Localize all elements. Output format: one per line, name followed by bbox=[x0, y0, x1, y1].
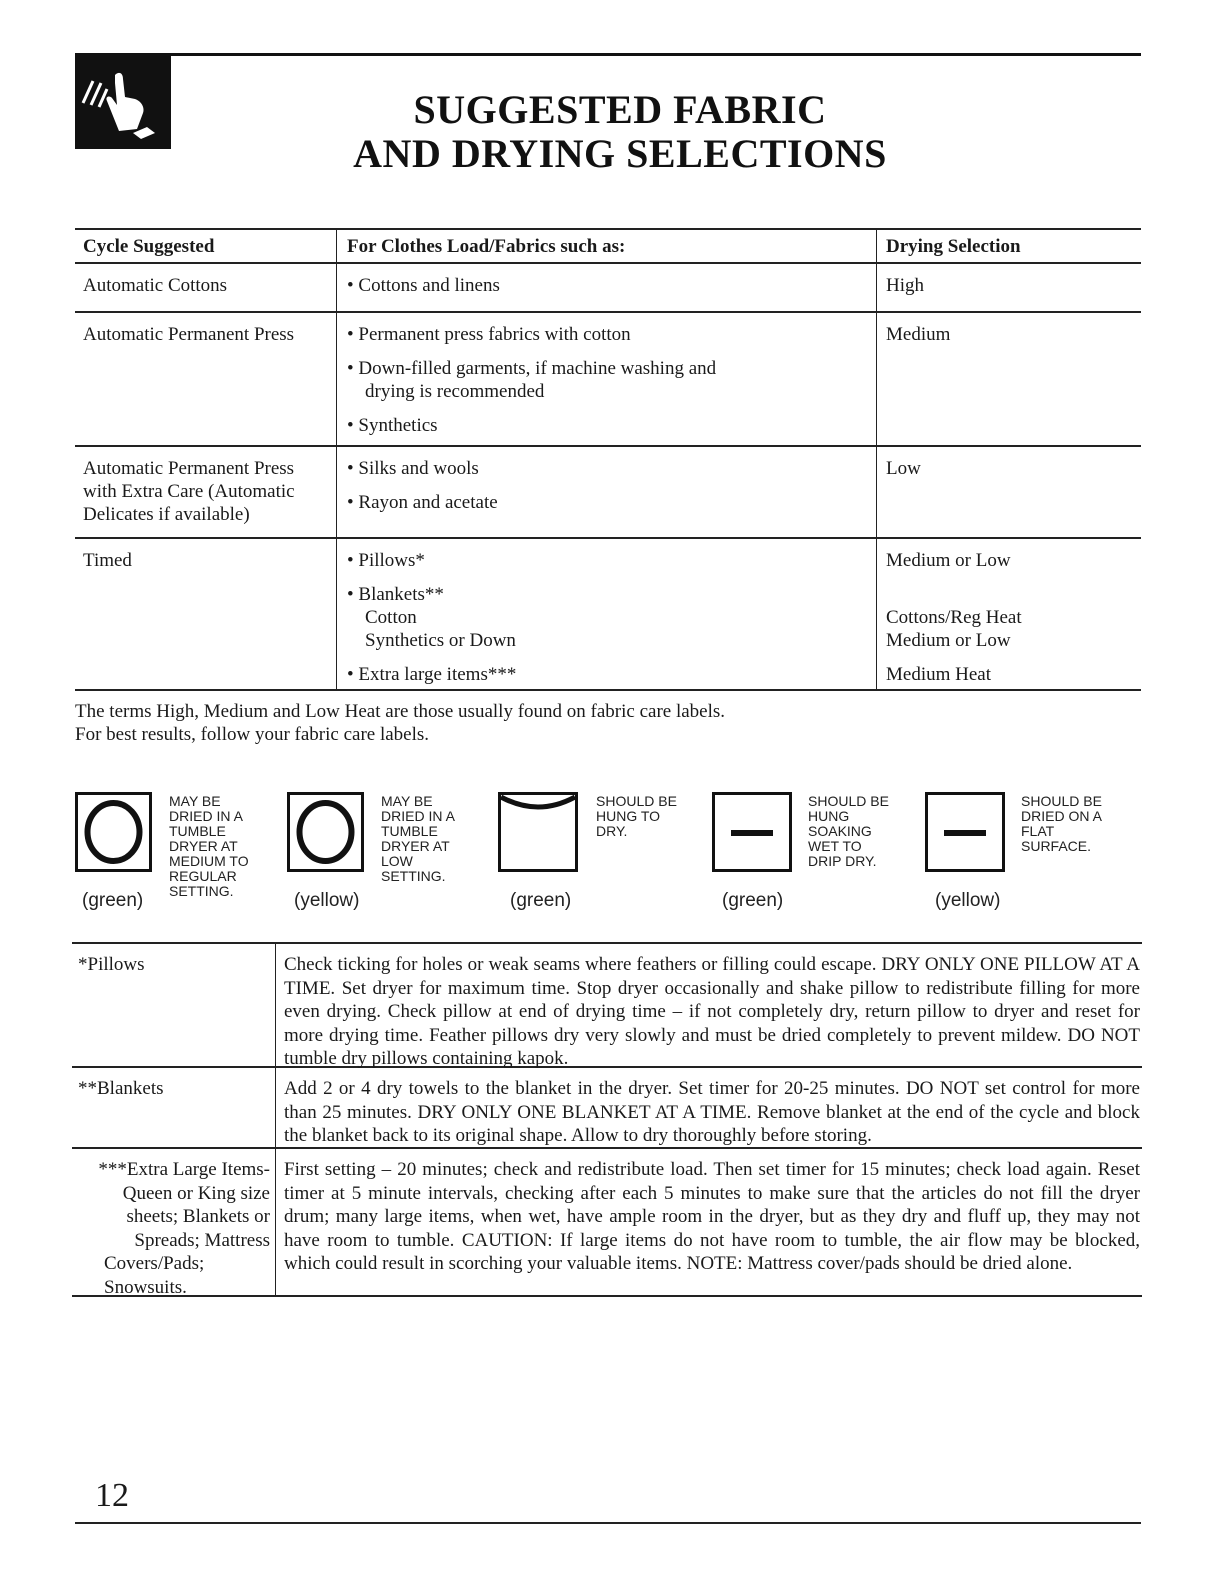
fabric-cell: • Cottons and linens bbox=[347, 275, 500, 296]
drying-selection-table bbox=[75, 228, 1141, 691]
table-header-row bbox=[75, 228, 1141, 264]
title-line-1: SUGGESTED FABRIC bbox=[413, 87, 827, 132]
selection-cell: High bbox=[886, 275, 924, 296]
drip-dry-icon bbox=[712, 792, 792, 872]
symbol-text: MAY BE DRIED IN A TUMBLE DRYER AT MEDIUM TO REGULAR SETTING. bbox=[169, 793, 249, 899]
notes-row-blankets bbox=[72, 1068, 1142, 1149]
symbol-text: SHOULD BE HUNG SOAKING WET TO DRIP DRY. bbox=[808, 793, 889, 869]
selection-cell: Medium or Low bbox=[886, 630, 1011, 651]
symbol-color-label: (green) bbox=[722, 890, 784, 911]
note-line: The terms High, Medium and Low Heat are those usually found on fabric care labels. bbox=[75, 701, 726, 722]
header-fabrics: For Clothes Load/Fabrics such as: bbox=[347, 236, 626, 257]
selection-cell: Medium Heat bbox=[886, 664, 992, 685]
fabric-item: • Blankets** bbox=[347, 584, 444, 605]
fabric-item: Cotton bbox=[365, 607, 417, 628]
symbol-color-label: (yellow) bbox=[935, 890, 1001, 911]
table-row bbox=[75, 313, 1141, 447]
page-number: 12 bbox=[95, 1477, 129, 1514]
hand-pressing-button-icon bbox=[75, 53, 171, 149]
notes-label: *Pillows bbox=[78, 954, 145, 975]
notes-row-extra-large-items bbox=[72, 1149, 1142, 1297]
selection-cell: Low bbox=[886, 458, 921, 479]
cycle-cell: Timed bbox=[83, 550, 132, 571]
cycle-cell: Automatic Permanent Press bbox=[83, 324, 295, 345]
fabric-item: • Synthetics bbox=[347, 415, 438, 436]
table-row bbox=[75, 264, 1141, 313]
top-rule bbox=[75, 53, 1141, 56]
symbol-text: SHOULD BE DRIED ON A FLAT SURFACE. bbox=[1021, 793, 1102, 854]
tumble-dry-circle-icon bbox=[287, 792, 364, 872]
fabric-item: • Extra large items*** bbox=[347, 664, 517, 685]
cycle-cell: Delicates if available) bbox=[83, 504, 250, 525]
notes-text: First setting – 20 minutes; check and redistribute load. Then set timer for 15 minutes; check load again. Reset timer at 5 minute intervals, checking after each 5 minutes to make sure that the articles do not fill the dryer drum; many large items, when wet, have ample room in the dryer, but as they dry and fluff up, they may not have room to tumble. CAUTION: If large items do not have room to tumble, the air flow may be blocked, which could result in scorching your valuable items. NOTE: Mattress cover/pads should be dried alone. bbox=[284, 1159, 1140, 1274]
symbol-color-label: (green) bbox=[82, 890, 144, 911]
table-row bbox=[75, 447, 1141, 539]
special-items-notes bbox=[72, 942, 1142, 1297]
selection-cell: Medium or Low bbox=[886, 550, 1011, 571]
line-dry-icon bbox=[498, 792, 578, 872]
symbol-text: MAY BE DRIED IN A TUMBLE DRYER AT LOW SETTING. bbox=[381, 793, 455, 884]
cycle-cell: Automatic Permanent Press bbox=[83, 458, 295, 479]
notes-label: ***Extra Large Items- Queen or King size sheets; Blankets or Spreads; Mattress Covers/Pads; Snowsuits. bbox=[98, 1159, 270, 1298]
bottom-rule bbox=[75, 1522, 1141, 1524]
header-cycle: Cycle Suggested bbox=[83, 236, 215, 257]
fabric-item: • Pillows* bbox=[347, 550, 425, 571]
fabric-item: • Down-filled garments, if machine washing and bbox=[347, 358, 717, 379]
tumble-dry-circle-icon bbox=[75, 792, 152, 872]
notes-row-pillows bbox=[72, 942, 1142, 1068]
fabric-item: • Rayon and acetate bbox=[347, 492, 498, 513]
selection-cell: Medium bbox=[886, 324, 951, 345]
cycle-cell: Automatic Cottons bbox=[83, 275, 228, 296]
symbol-color-label: (green) bbox=[510, 890, 572, 911]
fabric-item: Synthetics or Down bbox=[365, 630, 516, 651]
title-line-2: AND DRYING SELECTIONS bbox=[353, 131, 887, 176]
selection-cell: Cottons/Reg Heat bbox=[886, 607, 1022, 628]
notes-label: **Blankets bbox=[78, 1078, 164, 1099]
fabric-item: drying is recommended bbox=[365, 381, 545, 402]
cycle-cell: with Extra Care (Automatic bbox=[83, 481, 295, 502]
notes-text: Add 2 or 4 dry towels to the blanket in the dryer. Set timer for 20-25 minutes. DO NOT set control for more than 25 minutes. DRY ONLY ONE BLANKET AT A TIME. Remove blanket at the end of the cycle and block the blanket back to its original shape. Allow to dry thoroughly before storing. bbox=[284, 1078, 1140, 1146]
symbol-text: SHOULD BE HUNG TO DRY. bbox=[596, 793, 677, 839]
dry-flat-icon bbox=[925, 792, 1005, 872]
fabric-item: • Silks and wools bbox=[347, 458, 479, 479]
fabric-item: • Permanent press fabrics with cotton bbox=[347, 324, 631, 345]
heat-terms-note bbox=[75, 700, 725, 746]
notes-text: Check ticking for holes or weak seams where feathers or filling could escape. DRY ONLY ONE PILLOW AT A TIME. Set dryer for maximum time. Stop dryer occasionally and shake pillow to redistribute filling for more even drying. Check pillow at end of drying time – if not completely dry, return pillow to dryer and reset for more drying time. Feather pillows dry very slowly and must be dried completely to prevent mildew. DO NOT tumble dry pillows containing kapok. bbox=[284, 954, 1140, 1069]
page-title bbox=[200, 88, 1040, 176]
note-line: For best results, follow your fabric care labels. bbox=[75, 724, 430, 745]
symbol-color-label: (yellow) bbox=[294, 890, 360, 911]
table-row bbox=[75, 539, 1141, 691]
header-selection: Drying Selection bbox=[886, 236, 1021, 257]
